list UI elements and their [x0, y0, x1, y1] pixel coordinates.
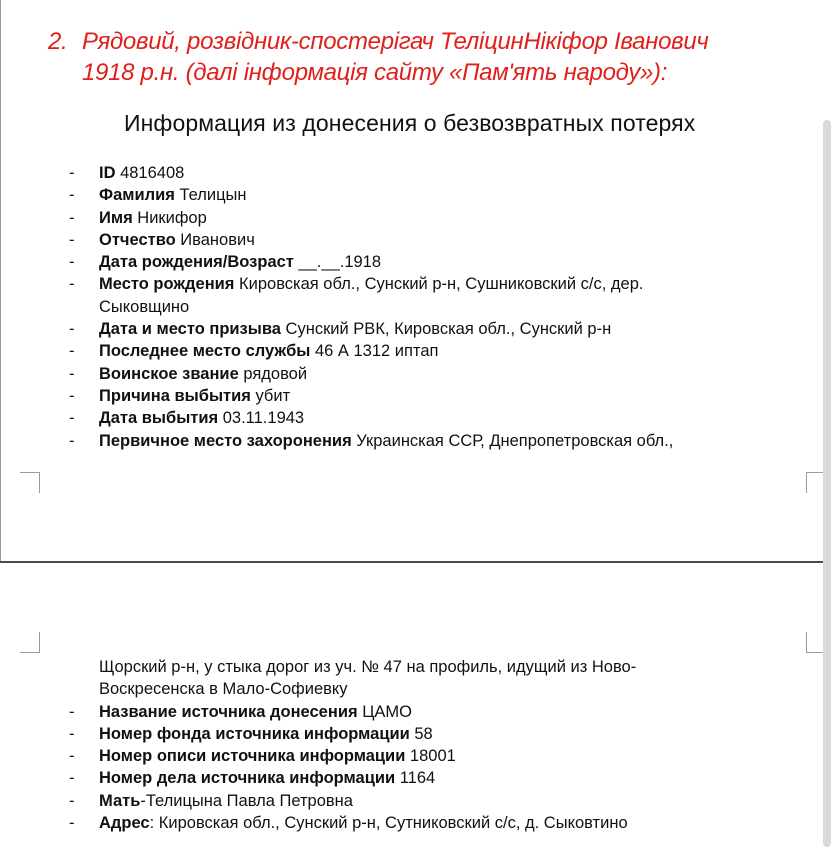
list-item [0, 723, 780, 745]
bullet-dash: - [69, 431, 75, 450]
list-item-continuation [0, 656, 780, 678]
field-label: Дата рождения/Возраст [99, 253, 294, 272]
field-value: Никифор [132, 208, 207, 227]
vertical-scrollbar[interactable] [823, 120, 831, 847]
field-value: убит [250, 386, 291, 405]
bullet-dash: - [69, 230, 75, 249]
field-value: Иванович [175, 230, 255, 249]
page-corner-mark [20, 632, 40, 653]
page-break-line [0, 561, 823, 563]
field-value: 46 А 1312 иптап [310, 342, 439, 361]
field-label: Название источника донесения [99, 702, 358, 721]
field-label: Адрес [99, 814, 150, 833]
field-value: рядовой [238, 364, 308, 383]
field-label: Фамилия [99, 186, 175, 205]
info-list-page-2 [0, 656, 780, 834]
field-value: 1164 [395, 769, 436, 788]
field-label: Дата выбытия [99, 409, 219, 428]
list-item [0, 251, 780, 273]
red-heading [48, 26, 808, 88]
list-item [0, 184, 780, 206]
bullet-dash: - [69, 769, 75, 788]
list-item [0, 363, 780, 385]
list-item [0, 407, 780, 429]
bullet-dash: - [69, 747, 75, 766]
list-item [0, 273, 780, 295]
bullet-dash: - [69, 186, 75, 205]
heading-line-2: 1918 р.н. (далі інформація сайту «Пам'ять народу»): [82, 59, 668, 86]
list-item [0, 162, 780, 184]
info-list-page-1 [0, 162, 780, 452]
field-value: 4816408 [115, 164, 185, 182]
bullet-dash: - [69, 342, 75, 361]
field-value: Воскресенска в Мало-Софиевку [99, 680, 348, 699]
page-corner-mark [806, 472, 824, 493]
field-label: ID [99, 164, 116, 182]
field-value: Сунский РВК, Кировская обл., Сунский р-н [280, 320, 612, 339]
field-value: -Телицына Павла Петровна [140, 791, 353, 810]
list-item-continuation [0, 678, 780, 700]
bullet-dash: - [69, 208, 75, 227]
page-corner-mark [20, 472, 40, 493]
field-label: Дата и место призыва [99, 320, 281, 339]
bullet-dash: - [69, 164, 75, 182]
list-item [0, 745, 780, 767]
list-item-continuation [0, 296, 780, 318]
bullet-dash: - [69, 791, 75, 810]
list-item [0, 385, 780, 407]
bullet-dash: - [69, 814, 75, 833]
field-label: Номер описи источника информации [99, 747, 406, 766]
field-label: Отчество [99, 230, 176, 249]
list-item [0, 812, 780, 834]
bullet-dash: - [69, 275, 75, 294]
bullet-dash: - [69, 320, 75, 339]
bullet-dash: - [69, 386, 75, 405]
field-label: Номер дела источника информации [99, 769, 396, 788]
field-label: Имя [99, 208, 133, 227]
field-value: Украинская ССР, Днепропетровская обл., [351, 431, 674, 450]
field-value: ЦАМО [357, 702, 412, 721]
field-value: Телицын [174, 186, 247, 205]
field-value: : Кировская обл., Сунский р-н, Сутниковский с/с, д. Сыковтино [149, 814, 628, 833]
list-item [0, 340, 780, 362]
list-item [0, 767, 780, 789]
field-value: 03.11.1943 [218, 409, 305, 428]
field-value: 18001 [405, 747, 456, 766]
list-item [0, 701, 780, 723]
heading-number: 2. [48, 28, 68, 55]
list-item [0, 318, 780, 340]
field-label: Последнее место службы [99, 342, 311, 361]
field-label: Номер фонда источника информации [99, 724, 410, 743]
field-value: Сыковщино [99, 297, 190, 316]
field-label: Причина выбытия [99, 386, 251, 405]
list-item [0, 207, 780, 229]
list-item [0, 790, 780, 812]
list-item [0, 229, 780, 251]
bullet-dash: - [69, 253, 75, 272]
list-item [0, 430, 780, 452]
field-value: __.__.1918 [293, 253, 382, 272]
field-value: Кировская обл., Сунский р-н, Сушниковский с/с, дер. [234, 275, 644, 294]
field-label: Место рождения [99, 275, 235, 294]
report-subtitle: Информация из донесения о безвозвратных потерях [124, 110, 696, 136]
field-label: Мать [99, 791, 141, 810]
bullet-dash: - [69, 364, 75, 383]
field-value: 58 [409, 724, 433, 743]
heading-line-1: Рядовий, розвідник-спостерігач ТеліцинНікіфор Іванович [82, 28, 709, 55]
bullet-dash: - [69, 702, 75, 721]
field-value: Щорский р-н, у стыка дорог из уч. № 47 на профиль, идущий из Ново- [99, 658, 637, 676]
bullet-dash: - [69, 724, 75, 743]
bullet-dash: - [69, 409, 75, 428]
page-corner-mark [806, 632, 824, 653]
field-label: Первичное место захоронения [99, 431, 352, 450]
field-label: Воинское звание [99, 364, 239, 383]
